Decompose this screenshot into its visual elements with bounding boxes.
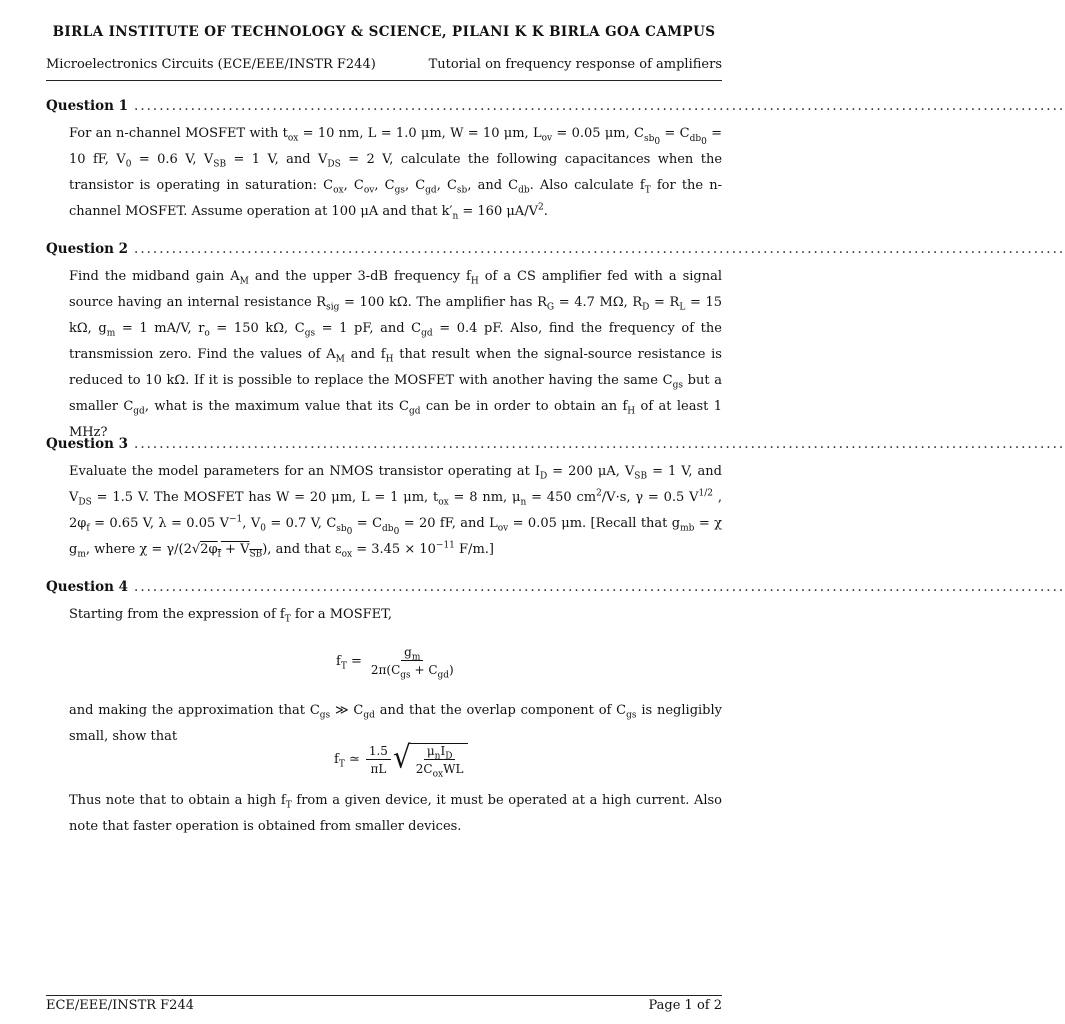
page-footer xyxy=(46,998,722,1013)
leader-dots: .................................................................................................................................................... xyxy=(134,436,1065,452)
question-2-text: Find the midband gain $A_M$ and the upper 3-dB frequency $f_H$ of a CS amplifier fed with a signal source having an internal resistance $R_{sig} = 100$ kΩ. The amplifier has $R_G = 4.7$ MΩ, $R_D = R_L = 15$ kΩ, $g_m = 1$ mA/V, $r_o = 150$ kΩ, $C_{gs} = 1$ pF, and $C_{gd} = 0.4$ pF. Also, find the frequency of the transmission zero. Find the values of $A_M$ and $f_H$ that result when the signal-source resistance is reduced to 10 kΩ. If it is possible to replace the MOSFET with another having the same $C_{gs}$ but a smaller $C_{gd}$, what is the maximum value that its $C_{gd}$ can be in order to obtain an $f_H$ of at least 1 MHz? xyxy=(69,269,723,440)
institute-title: BIRLA INSTITUTE OF TECHNOLOGY & SCIENCE, PILANI K K BIRLA GOA CAMPUS xyxy=(52,24,716,40)
tutorial-title: Tutorial on frequency response of amplifiers xyxy=(428,57,722,72)
footer-course-code: ECE/EEE/INSTR F244 xyxy=(46,998,194,1013)
question-1-text: For an n-channel MOSFET with $t_{ox} = 10$ nm, L = 1.0 μm, W = 10 μm, $L_{ov} = 0.05$ μm, $C_{sb_0} = C_{db_0} = 10$ fF, $V_0 = 0.6$ V, $V_{SB} = 1$ V, and $V_{DS} = 2$ V, calculate the following capacitances when the transistor is operating in saturation: $C_{ox}$, $C_{ov}$, $C_{gs}$, $C_{gd}$, $C_{sb}$, and $C_{db}$. Also calculate $f_T$ for the n-channel MOSFET. Assume operation at 100 μA and that $k'_n = 160$ $\mu A/V^2$. xyxy=(69,126,723,222)
question-4-heading: Question 4 .................................................................................................................................................... xyxy=(46,579,1065,595)
question-3-text: Evaluate the model parameters for an NMOS transistor operating at $I_D = 200$ μA, $V_{SB} = 1$ V, and $V_{DS} = 1.5$ V. The MOSFET has W = 20 μm, L = 1 μm, $t_{ox} = 8$ nm, $\mu_n = 450$ $cm^2/V\cdot s$, γ = 0.5 $V^{1/2}$ , $2\varphi_f = 0.65$ V, λ = 0.05 $V^{-1}$, $V_0 = 0.7$ V, $C_{sb_0} = C_{db_0} = 20$ fF, and $L_{ov} = 0.05$ μm. [Recall that $g_{mb} = \chi$ $g_m$, where $\chi = \gamma/(2√2\varphi_f + V_{SB})$, and that $\varepsilon_{ox} = 3.45 \times 10^{-11}$ F/m.] xyxy=(69,464,722,560)
course-name: Microelectronics Circuits (ECE/EEE/INSTR F244) xyxy=(46,57,376,72)
question-1-heading: Question 1 .................................................................................................................................................... xyxy=(46,98,1065,114)
leader-dots: .................................................................................................................................................... xyxy=(134,579,1065,595)
question-4-approximation: and making the approximation that $C_{gs}$ ≫ $C_{gd}$ and that the overlap component of $C_{gs}$ is negligibly small, show that xyxy=(69,703,722,744)
question-2-heading: Question 2 .................................................................................................................................................... xyxy=(46,241,1065,257)
page-number: Page 1 of 2 xyxy=(648,998,722,1013)
header-rule xyxy=(46,80,722,81)
subheader xyxy=(46,57,722,72)
question-4-intro: Starting from the expression of $f_T$ for a MOSFET, xyxy=(69,607,393,625)
leader-dots: .................................................................................................................................................... xyxy=(134,98,1065,114)
ft-approximation-equation: $f_T$ ≃ $\frac{1.5}{\pi L}$ √ $\frac{\mu_nI_D}{2C_{ox}WL}$ xyxy=(334,743,468,776)
footer-rule xyxy=(46,995,722,996)
question-3-heading: Question 3 .................................................................................................................................................... xyxy=(46,436,1065,452)
ft-equation: $f_T$ = $\frac{g_m}{2\pi(C_{gs} + C_{gd})}$ xyxy=(336,645,454,681)
leader-dots: .................................................................................................................................................... xyxy=(134,241,1065,257)
question-4-conclusion: Thus note that to obtain a high $f_T$ from a given device, it must be operated at a high current. Also note that faster operation is obtained from smaller devices. xyxy=(69,793,723,834)
